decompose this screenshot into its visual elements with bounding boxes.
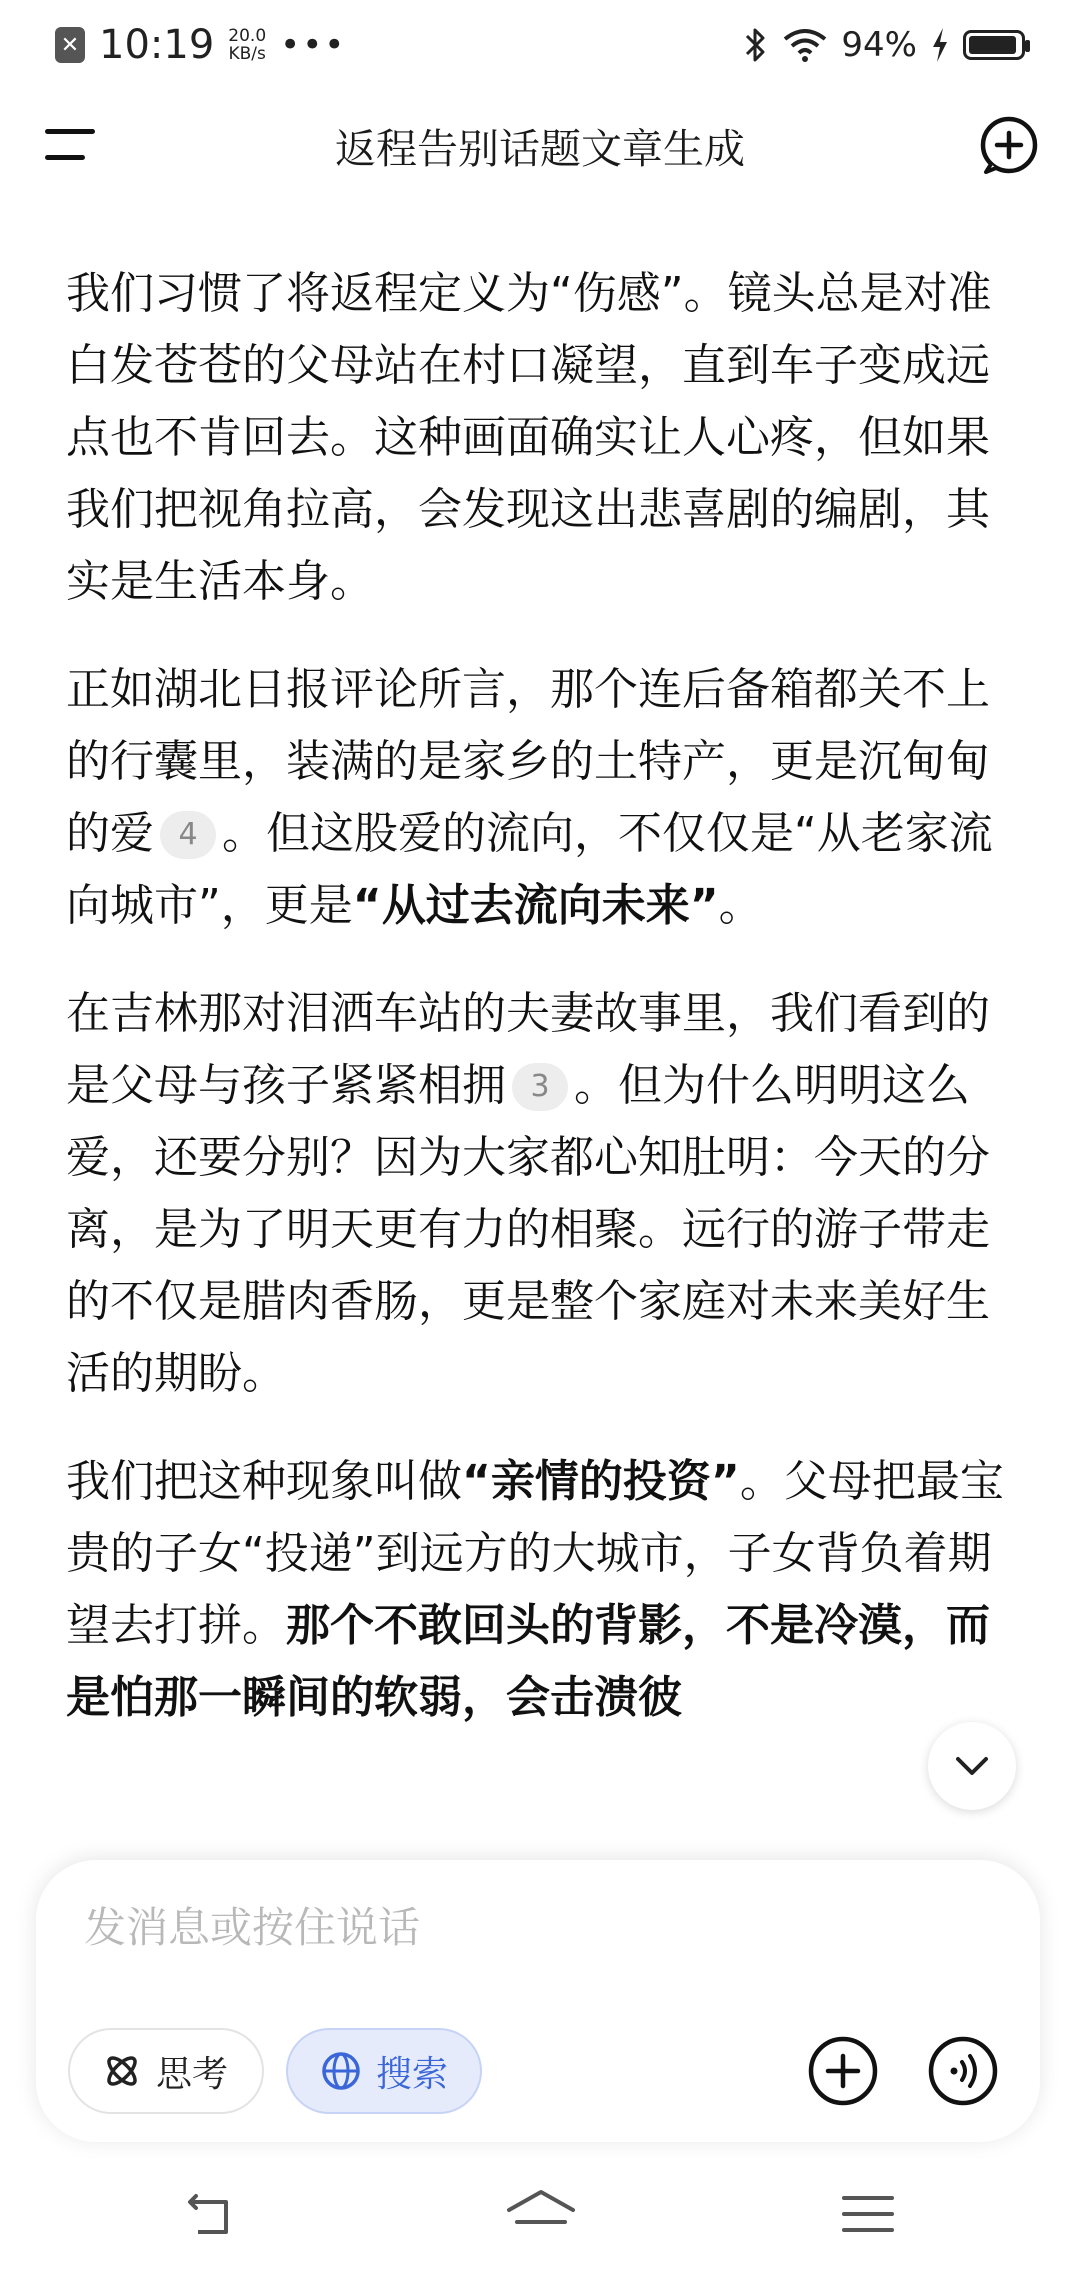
header <box>0 90 1080 200</box>
new-chat-button[interactable] <box>978 114 1040 176</box>
network-speed <box>228 27 266 63</box>
bluetooth-icon <box>743 26 769 64</box>
article-paragraph-1 <box>66 258 1026 618</box>
network-speed-value: 20.0 <box>228 26 267 46</box>
message-input-panel <box>36 1860 1040 2142</box>
attach-button[interactable] <box>806 2034 880 2108</box>
think-toggle-button[interactable] <box>68 2028 264 2114</box>
menu-icon-line <box>45 155 85 160</box>
menu-icon-line <box>45 129 95 134</box>
chevron-down-icon <box>954 1754 990 1778</box>
think-label: 思考 <box>156 2053 229 2095</box>
paragraph-bold-text: “亲情的投资” <box>462 1456 740 1507</box>
voice-input-button[interactable] <box>926 2034 1000 2108</box>
citation-badge[interactable]: 3 <box>512 1063 568 1111</box>
home-button[interactable] <box>505 2188 577 2244</box>
globe-icon <box>320 2050 362 2092</box>
paragraph-text: 我们习惯了将返程定义为“伤感”。镜头总是对准白发苍苍的父母站在村口凝望，直到车子变成远点也不肯回去。这种画面确实让人心疼，但如果我们把视角拉高，会发现这出悲喜剧的编剧，其实是生活本身。 <box>66 268 992 607</box>
battery-fill <box>969 36 1016 54</box>
citation-badge[interactable]: 4 <box>160 811 216 859</box>
status-bar-right <box>743 25 1025 65</box>
charging-icon <box>931 28 949 62</box>
paragraph-text: 。父母把最宝贵的子女“投递”到远方的大城市，子女背负着期望去打拼。 <box>66 1456 1004 1651</box>
article-content <box>66 258 1026 1770</box>
paragraph-text: 。但为什么明明这么爱，还要分别？因为大家都心知肚明：今天的分离，是为了明天更有力的相聚。远行的游子带走的不仅是腊肉香肠，更是整个家庭对未来美好生活的期盼。 <box>66 1060 990 1399</box>
paragraph-text: 在吉林那对泪洒车站的夫妻故事里，我们看到的是父母与孩子紧紧相拥 <box>66 988 990 1111</box>
network-speed-unit: KB/s <box>228 44 266 64</box>
article-paragraph-4 <box>66 1446 1026 1734</box>
article-paragraph-2 <box>66 654 1026 942</box>
paragraph-text: 。但这股爱的流向，不仅仅是“从老家流向城市”，更是 <box>66 808 993 931</box>
scroll-to-bottom-button[interactable] <box>928 1722 1016 1810</box>
menu-button[interactable] <box>45 125 105 165</box>
battery-percent: 94% <box>841 25 917 65</box>
paragraph-bold-text: 那个不敢回头的背影，不是冷漠，而是怕那一瞬间的软弱，会击溃彼 <box>66 1600 990 1723</box>
paragraph-bold-text: “从过去流向未来” <box>352 880 719 931</box>
search-label: 搜索 <box>376 2053 449 2095</box>
status-bar <box>0 0 1080 90</box>
back-button[interactable] <box>180 2188 236 2244</box>
battery-icon <box>963 30 1025 60</box>
status-bar-left <box>55 22 346 68</box>
wifi-icon <box>783 27 827 63</box>
message-input[interactable] <box>82 1896 986 1958</box>
paragraph-text: 我们把这种现象叫做 <box>66 1456 462 1507</box>
search-toggle-button[interactable] <box>286 2028 482 2114</box>
paragraph-text: 。 <box>718 880 763 931</box>
more-status-dots: ••• <box>280 25 347 65</box>
page-title: 返程告别话题文章生成 <box>335 124 745 173</box>
status-time: 10:19 <box>99 22 215 68</box>
paragraph-text: 正如湖北日报评论所言，那个连后备箱都关不上的行囊里，装满的是家乡的土特产，更是沉甸甸的爱 <box>66 664 990 859</box>
article-paragraph-3 <box>66 978 1026 1410</box>
atom-icon <box>102 2051 142 2091</box>
recent-apps-button[interactable] <box>840 2188 896 2244</box>
system-nav-bar <box>0 2160 1080 2280</box>
notification-icon: ✕ <box>55 27 85 63</box>
